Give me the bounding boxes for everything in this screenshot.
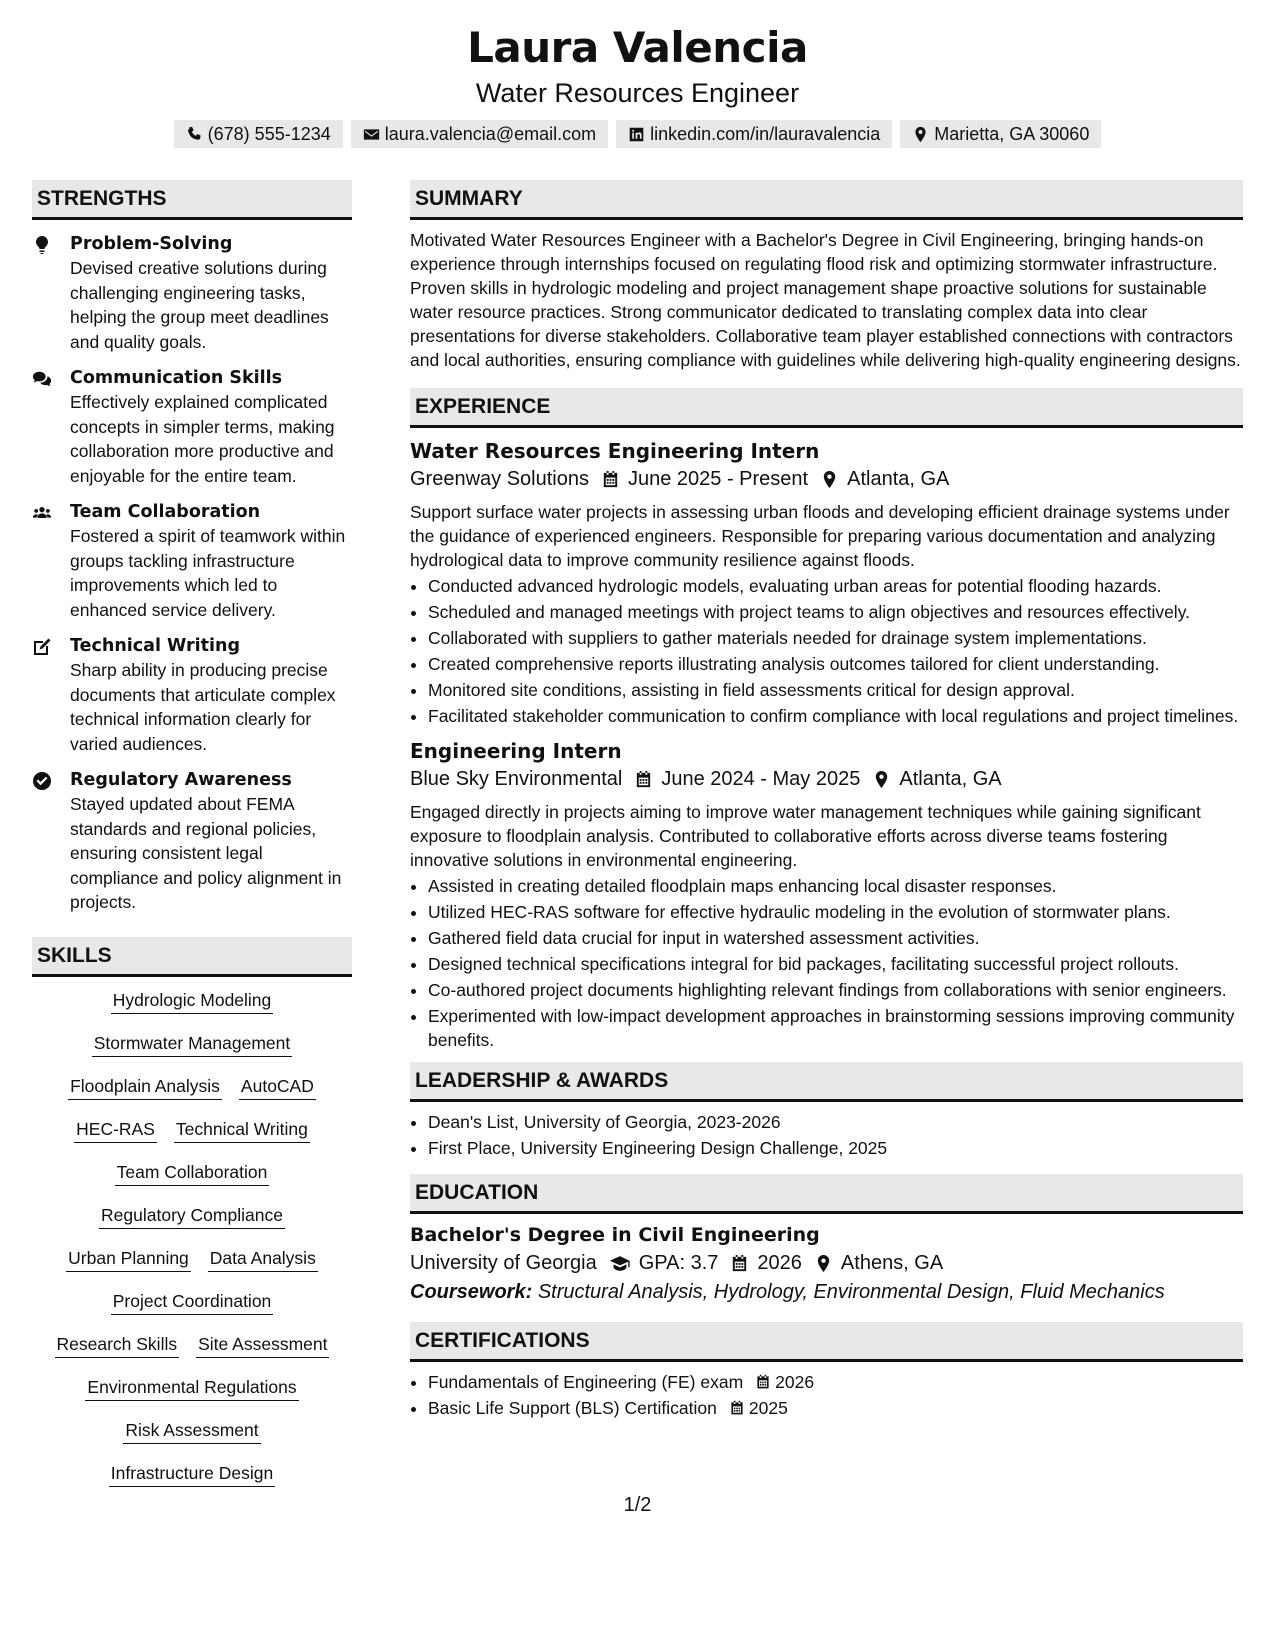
school-location: Athens, GA	[840, 1252, 944, 1274]
certifications-heading: CERTIFICATIONS	[410, 1322, 1243, 1362]
cert-year: 2025	[748, 1398, 788, 1418]
list-item: • Designed technical specifications integral for bid packages, facilitating successful project rollouts.	[428, 952, 1243, 976]
strength-item	[32, 500, 352, 622]
leadership-heading: LEADERSHIP & AWARDS	[410, 1062, 1243, 1102]
skill-tag: Risk Assessment	[123, 1419, 260, 1444]
calendar-icon	[601, 470, 620, 489]
edit-icon	[32, 637, 52, 657]
strength-desc: Effectively explained complicated concepts in simpler terms, making collaboration more productive and enjoyable for the entire team.	[70, 392, 335, 486]
job-entry	[410, 438, 1243, 728]
job-description: Engaged directly in projects aiming to improve water management techniques while gaining significant exposure to floodplain analysis. Contributed to collaborative efforts across diverse teams fostering innovative solutions in environmental engineering.	[410, 802, 1201, 870]
phone-text: (678) 555-1234	[207, 124, 331, 144]
skill-tag: Regulatory Compliance	[99, 1204, 285, 1229]
linkedin-icon	[628, 126, 645, 143]
gpa: GPA: 3.7	[638, 1252, 719, 1274]
job-meta	[410, 464, 1243, 494]
skill-tag: Data Analysis	[208, 1247, 318, 1272]
list-item: • Assisted in creating detailed floodplain maps enhancing local disaster responses.	[428, 874, 1243, 898]
list-item: • Scheduled and managed meetings with project teams to align objectives and resources effectively.	[428, 600, 1243, 624]
list-item: • Utilized HEC-RAS software for effective hydraulic modeling in the evolution of stormwater plans.	[428, 900, 1243, 924]
calendar-icon	[729, 1400, 745, 1416]
cert-name: • Fundamentals of Engineering (FE) exam	[428, 1372, 744, 1392]
strengths-heading: STRENGTHS	[32, 180, 352, 220]
strength-item	[32, 232, 352, 354]
skill-tag: Floodplain Analysis	[68, 1075, 222, 1100]
education-meta	[410, 1248, 1243, 1278]
check-circle-icon	[32, 771, 52, 791]
list-item: • Dean's List, University of Georgia, 2023-2026	[428, 1110, 1243, 1134]
skills-list	[32, 989, 352, 1487]
school-name: University of Georgia	[410, 1252, 597, 1274]
strength-desc: Stayed updated about FEMA standards and regional policies, ensuring consistent legal compliance and policy alignment in projects.	[70, 794, 342, 912]
skill-tag: Hydrologic Modeling	[111, 989, 274, 1014]
skill-tag: Stormwater Management	[92, 1032, 292, 1057]
list-item: • Facilitated stakeholder communication to confirm compliance with local regulations and project timelines.	[428, 704, 1243, 728]
strength-title: Regulatory Awareness	[70, 770, 292, 790]
candidate-name: Laura Valencia	[467, 23, 808, 72]
strength-item	[32, 634, 352, 756]
coursework	[410, 1278, 1243, 1306]
cert-year: 2026	[775, 1372, 815, 1392]
strength-title: Technical Writing	[70, 636, 241, 656]
summary-text: Motivated Water Resources Engineer with a Bachelor's Degree in Civil Engineering, bringing hands-on experience through internships focused on regulating flood risk and optimizing stormwater infrastructure. Proven skills in hydrologic modeling and project management shape proactive solutions for sustainable water resource practices. Strong communicator dedicated to translating complex data into clear presentations for diverse stakeholders. Collaborative team player established connections with contractors and local authorities, ensuring compliance with guidelines while delivering high-quality engineering designs.	[410, 230, 1241, 370]
list-item: • Experimented with low-impact development approaches in brainstorming sessions improving community benefits.	[428, 1004, 1243, 1052]
skill-tag: HEC-RAS	[74, 1118, 157, 1143]
job-bullets	[410, 574, 1243, 728]
company-name: Blue Sky Environmental	[410, 768, 623, 790]
skill-tag: Research Skills	[55, 1333, 180, 1358]
strength-desc: Sharp ability in producing precise documents that articulate complex technical information clearly for varied audiences.	[70, 660, 336, 754]
job-meta	[410, 764, 1243, 794]
list-item	[428, 1370, 1243, 1394]
job-location: Atlanta, GA	[899, 768, 1002, 790]
strengths-list	[32, 232, 352, 915]
job-description: Support surface water projects in assessing urban floods and developing efficient drainage systems under the guidance of experienced engineers. Responsible for preparing various documentation and analyzing hydrological data to improve community resilience against floods.	[410, 502, 1230, 570]
right-column	[410, 180, 1243, 1505]
skill-tag: AutoCAD	[239, 1075, 316, 1100]
strength-title: Problem-Solving	[70, 234, 233, 254]
coursework-label: Coursework:	[410, 1281, 533, 1303]
skill-tag: Infrastructure Design	[109, 1462, 275, 1487]
list-item: • Collaborated with suppliers to gather materials needed for drainage system implementations.	[428, 626, 1243, 650]
phone-icon	[186, 126, 203, 143]
job-location: Atlanta, GA	[847, 468, 950, 490]
skills-heading: SKILLS	[32, 937, 352, 977]
calendar-icon	[634, 770, 653, 789]
users-icon	[32, 503, 52, 523]
degree-title: Bachelor's Degree in Civil Engineering	[410, 1224, 820, 1246]
education-heading: EDUCATION	[410, 1174, 1243, 1214]
strength-desc: Fostered a spirit of teamwork within groups tackling infrastructure improvements which led to enhanced service delivery.	[70, 526, 346, 620]
strength-title: Team Collaboration	[70, 502, 261, 522]
resume-header	[0, 0, 1275, 148]
contact-location	[900, 120, 1101, 148]
email-text: laura.valencia@email.com	[384, 124, 597, 144]
left-column	[32, 180, 352, 1505]
candidate-title: Water Resources Engineer	[475, 78, 800, 108]
skill-tag: Team Collaboration	[115, 1161, 270, 1186]
leadership-list	[410, 1110, 1243, 1160]
strength-item	[32, 768, 352, 915]
map-pin-icon	[872, 770, 891, 789]
map-pin-icon	[814, 1254, 833, 1273]
experience-heading: EXPERIENCE	[410, 388, 1243, 428]
contact-bar	[0, 120, 1275, 148]
job-bullets	[410, 874, 1243, 1052]
list-item	[428, 1396, 1243, 1420]
graduation-year: 2026	[757, 1252, 802, 1274]
cert-name: • Basic Life Support (BLS) Certification	[428, 1398, 717, 1418]
job-title: Engineering Intern	[410, 739, 622, 763]
lightbulb-icon	[32, 235, 52, 255]
linkedin-text: linkedin.com/in/lauravalencia	[650, 124, 881, 144]
map-pin-icon	[912, 126, 929, 143]
strength-item	[32, 366, 352, 488]
list-item: • Created comprehensive reports illustrating analysis outcomes tailored for client understanding.	[428, 652, 1243, 676]
list-item: • Co-authored project documents highlighting relevant findings from collaborations with senior engineers.	[428, 978, 1243, 1002]
mail-icon	[363, 126, 380, 143]
coursework-list: Structural Analysis, Hydrology, Environmental Design, Fluid Mechanics	[537, 1281, 1165, 1303]
certifications-list	[410, 1370, 1243, 1420]
skill-tag: Project Coordination	[111, 1290, 274, 1315]
contact-linkedin[interactable]	[616, 120, 892, 148]
list-item: • Conducted advanced hydrologic models, evaluating urban areas for potential flooding hazards.	[428, 574, 1243, 598]
resume-body	[32, 180, 1243, 1505]
list-item: • Gathered field data crucial for input in watershed assessment activities.	[428, 926, 1243, 950]
strength-desc: Devised creative solutions during challenging engineering tasks, helping the group meet deadlines and quality goals.	[70, 258, 329, 352]
job-title: Water Resources Engineering Intern	[410, 439, 820, 463]
skill-tag: Urban Planning	[66, 1247, 191, 1272]
skill-tag: Technical Writing	[174, 1118, 310, 1143]
calendar-icon	[755, 1374, 771, 1390]
page-number: 1/2	[623, 1494, 652, 1516]
list-item: • Monitored site conditions, assisting in field assessments critical for design approval.	[428, 678, 1243, 702]
list-item: • First Place, University Engineering Design Challenge, 2025	[428, 1136, 1243, 1160]
comments-icon	[32, 369, 52, 389]
skill-tag: Environmental Regulations	[85, 1376, 298, 1401]
location-text: Marietta, GA 30060	[934, 124, 1090, 144]
graduation-cap-icon	[609, 1254, 631, 1273]
calendar-icon	[730, 1254, 749, 1273]
contact-phone[interactable]	[174, 120, 343, 148]
summary-heading: SUMMARY	[410, 180, 1243, 220]
job-entry	[410, 738, 1243, 1052]
contact-email[interactable]	[351, 120, 608, 148]
skill-tag: Site Assessment	[196, 1333, 329, 1358]
company-name: Greenway Solutions	[410, 468, 589, 490]
job-dates: June 2024 - May 2025	[661, 768, 861, 790]
job-dates: June 2025 - Present	[627, 468, 809, 490]
map-pin-icon	[820, 470, 839, 489]
strength-title: Communication Skills	[70, 368, 283, 388]
